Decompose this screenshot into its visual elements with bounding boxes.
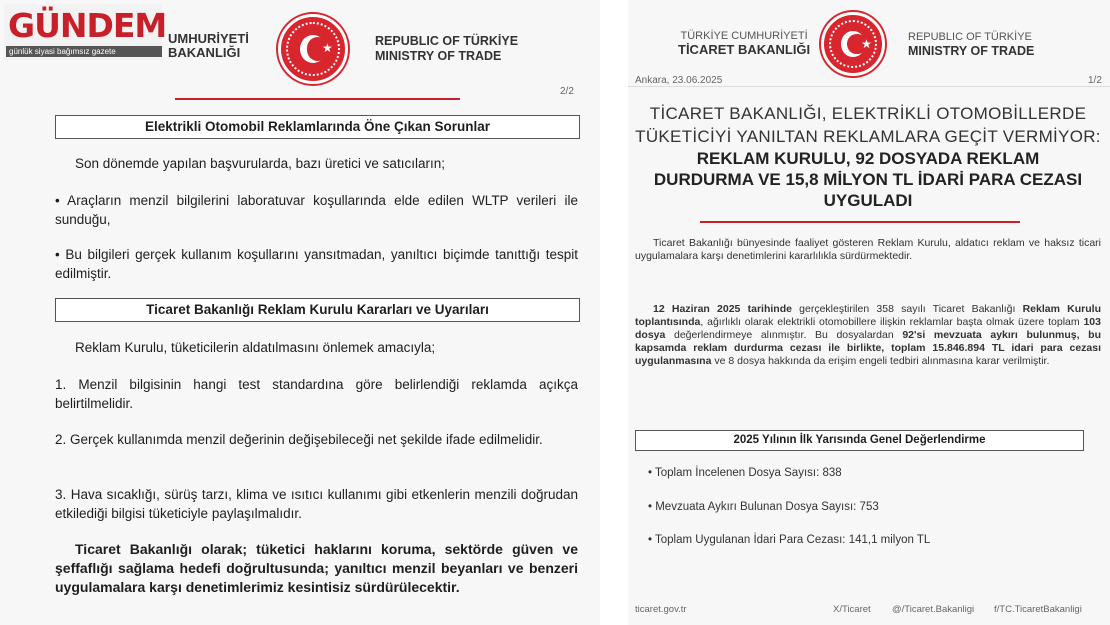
decision-item-3: 3. Hava sıcaklığı, sürüş tarzı, klima ve ısıtıcı kullanımı gibi etkenlerin menzili doğrudan etkilediği bilgisi tüketiciyle paylaşılmalıdır.: [55, 487, 578, 521]
headline-bold-1: REKLAM KURULU, 92 DOSYADA REKLAM: [696, 149, 1040, 168]
stat-violating-files: • Mevzuata Aykırı Bulunan Dosya Sayısı: 753: [648, 501, 879, 513]
footer-instagram-handle: @/Ticaret.Bakanligi: [892, 604, 975, 615]
newspaper-logo: GÜNDEM günlük siyasi bağımsız gazete: [4, 4, 162, 60]
headline-bold-3: UYGULADI: [823, 191, 913, 210]
headline-line-1: TİCARET BAKANLIĞI, ELEKTRİKLİ OTOMOBİLLERDE: [649, 104, 1087, 123]
ministry-name-tr: TÜRKİYE CUMHURİYETİ TİCARET BAKANLIĞI: [678, 30, 811, 57]
closing-statement: Ticaret Bakanlığı olarak; tüketici haklarını koruma, sektörde güven ve şeffaflığı sağlama hedefi doğrultusunda; yanıltıcı menzil beyanları ve benzeri uygulamalara karşı denetimlerimiz kesintisiz sürdürülecektir.: [55, 541, 578, 595]
page-number: 1/2: [1088, 75, 1102, 86]
footer-x-handle: X/Ticaret: [833, 604, 871, 615]
headline-bold-2: DURDURMA VE 15,8 MİLYON TL İDARİ PARA CEZASI: [653, 170, 1083, 189]
section-title-decisions: Ticaret Bakanlığı Reklam Kurulu Kararları ve Uyarıları: [55, 298, 580, 322]
section-title-issues: Elektrikli Otomobil Reklamlarında Öne Çıkan Sorunlar: [55, 115, 580, 139]
ministry-name-en: REPUBLIC OF TÜRKİYE MINISTRY OF TRADE: [375, 34, 519, 63]
intro-paragraph: Ticaret Bakanlığı bünyesinde faaliyet gösteren Reklam Kurulu, aldatıcı reklam ve haksız ticari uygulamalara karşı denetimlerini kararlılıkla sürdürmektedir.: [635, 237, 1101, 262]
details-paragraph: 12 Haziran 2025 tarihinde gerçekleştirilen 358 sayılı Ticaret Bakanlığı Reklam Kurulu toplantısında, ağırlıklı olarak elektrikli otomobillere ilişkin reklamlar başta olmak üzere toplam 103 dosya değerlendirmeye alınmıştır. Bu dosyalardan 92'si mevzuata aykırı bulunmuş, bu kapsamda reklam durdurma cezası ile birlikte, toplam 15.846.894 TL idari para cezası uygulanmasına ve 8 dosya hakkında da erişim engeli tedbiri alınmasına karar verilmiştir.: [635, 303, 1101, 367]
document-page-1: [628, 0, 1110, 625]
ministry-name-en: REPUBLIC OF TÜRKİYE MINISTRY OF TRADE: [908, 31, 1035, 58]
ministry-name-tr: UMHURİYETİ BAKANLIĞI: [168, 31, 249, 60]
document-date: Ankara, 23.06.2025: [635, 75, 723, 86]
footer-facebook-handle: f/TC.TicaretBakanligi: [994, 604, 1082, 615]
summary-title: 2025 Yılının İlk Yarısında Genel Değerlendirme: [635, 430, 1084, 451]
page-number: 2/2: [560, 86, 574, 97]
decision-item-1: 1. Menzil bilgisinin hangi test standardına göre belirlendiği reklamda açıkça belirtilmelidir.: [55, 377, 578, 411]
ministry-seal-icon: ★: [821, 12, 885, 76]
footer-website: ticaret.gov.tr: [635, 604, 687, 615]
header-divider: [628, 86, 1110, 87]
stat-total-fines: • Toplam Uygulanan İdari Para Cezası: 141,1 milyon TL: [648, 534, 931, 546]
stat-total-files: • Toplam İncelenen Dosya Sayısı: 838: [648, 467, 842, 479]
headline-divider: [700, 221, 1020, 223]
ministry-seal-icon: ★: [278, 14, 348, 84]
decision-item-2: 2. Gerçek kullanımda menzil değerinin değişebileceği net şekilde ifade edilmelidir.: [55, 432, 543, 447]
header-divider: [175, 98, 460, 100]
section-intro-issues: Son dönemde yapılan başvurularda, bazı üretici ve satıcıların;: [75, 156, 445, 171]
bullet-wltp: • Araçların menzil bilgilerini laboratuvar koşullarında elde edilen WLTP verileri ile sunduğu,: [55, 193, 578, 227]
headline-line-2: TÜKETİCİYİ YANILTAN REKLAMLARA GEÇİT VERMİYOR:: [635, 127, 1101, 146]
section-intro-decisions: Reklam Kurulu, tüketicilerin aldatılmasını önlemek amacıyla;: [75, 340, 436, 355]
bullet-misleading: • Bu bilgileri gerçek kullanım koşullarını yansıtmadan, yanıltıcı biçimde tanıttığı tespit edilmiştir.: [55, 247, 578, 281]
